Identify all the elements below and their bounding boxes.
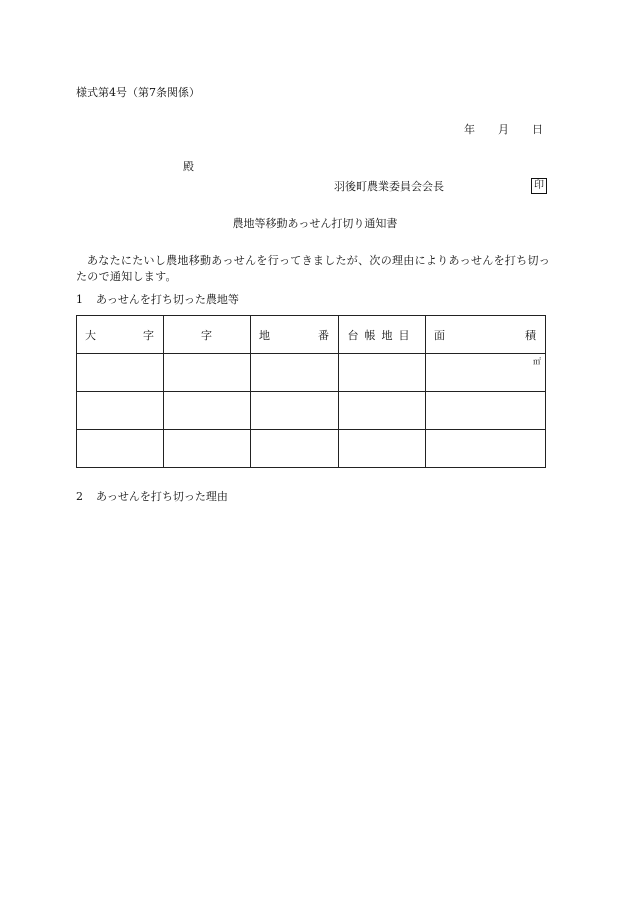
- header-aza-text: 字: [201, 328, 212, 342]
- cell-menseki[interactable]: [426, 430, 546, 468]
- table-header-row: [77, 316, 546, 354]
- section-1-heading: [76, 293, 239, 307]
- cell-aza[interactable]: [164, 392, 251, 430]
- table-row: [77, 392, 546, 430]
- header-menseki: [426, 316, 546, 354]
- body-text: あなたにたいし農地移動あっせんを行ってきましたが、次の理由によりあっせんを打ち切ったので通知します。: [76, 254, 551, 283]
- cell-chiban[interactable]: [251, 354, 339, 392]
- header-oaza: [77, 316, 164, 354]
- section-2-heading: [76, 490, 228, 504]
- header-chiban-char-1: 地: [259, 328, 270, 342]
- section-2-number: 2: [76, 490, 83, 503]
- cell-menseki[interactable]: [426, 354, 546, 392]
- cell-oaza[interactable]: [77, 430, 164, 468]
- table-row: [77, 430, 546, 468]
- header-aza: [164, 316, 251, 354]
- seal-mark: 印: [531, 178, 547, 194]
- cell-aza[interactable]: [164, 354, 251, 392]
- header-oaza-char-1: 大: [85, 328, 96, 342]
- header-chiban-char-2: 番: [318, 328, 329, 342]
- area-unit: ㎡: [533, 357, 541, 366]
- sender-name: 羽後町農業委員会会長: [334, 180, 444, 193]
- cell-daicho-chimoku[interactable]: [339, 430, 426, 468]
- header-daicho-chimoku: [339, 316, 426, 354]
- cell-chiban[interactable]: [251, 392, 339, 430]
- addressee-suffix: 殿: [183, 160, 194, 173]
- land-table: [76, 315, 546, 468]
- table-row: [77, 354, 546, 392]
- section-1-label: あっせんを打ち切った農地等: [96, 293, 239, 306]
- day-label: 日: [532, 123, 543, 136]
- month-label: 月: [498, 123, 509, 136]
- header-menseki-char-2: 積: [525, 328, 536, 342]
- form-number: 様式第4号（第7条関係）: [76, 86, 200, 99]
- document-title: 農地等移動あっせん打切り通知書: [232, 217, 398, 230]
- cell-chiban[interactable]: [251, 430, 339, 468]
- year-label: 年: [464, 123, 475, 136]
- header-chiban: [251, 316, 339, 354]
- section-2-label: あっせんを打ち切った理由: [96, 490, 228, 503]
- cell-daicho-chimoku[interactable]: [339, 354, 426, 392]
- cell-aza[interactable]: [164, 430, 251, 468]
- header-menseki-char-1: 面: [434, 328, 445, 342]
- cell-oaza[interactable]: [77, 392, 164, 430]
- cell-oaza[interactable]: [77, 354, 164, 392]
- date-line: [464, 123, 543, 137]
- header-daicho-text: 台帳地目: [347, 328, 416, 342]
- cell-menseki[interactable]: [426, 392, 546, 430]
- cell-daicho-chimoku[interactable]: [339, 392, 426, 430]
- header-oaza-char-2: 字: [143, 328, 154, 342]
- section-1-number: 1: [76, 293, 83, 306]
